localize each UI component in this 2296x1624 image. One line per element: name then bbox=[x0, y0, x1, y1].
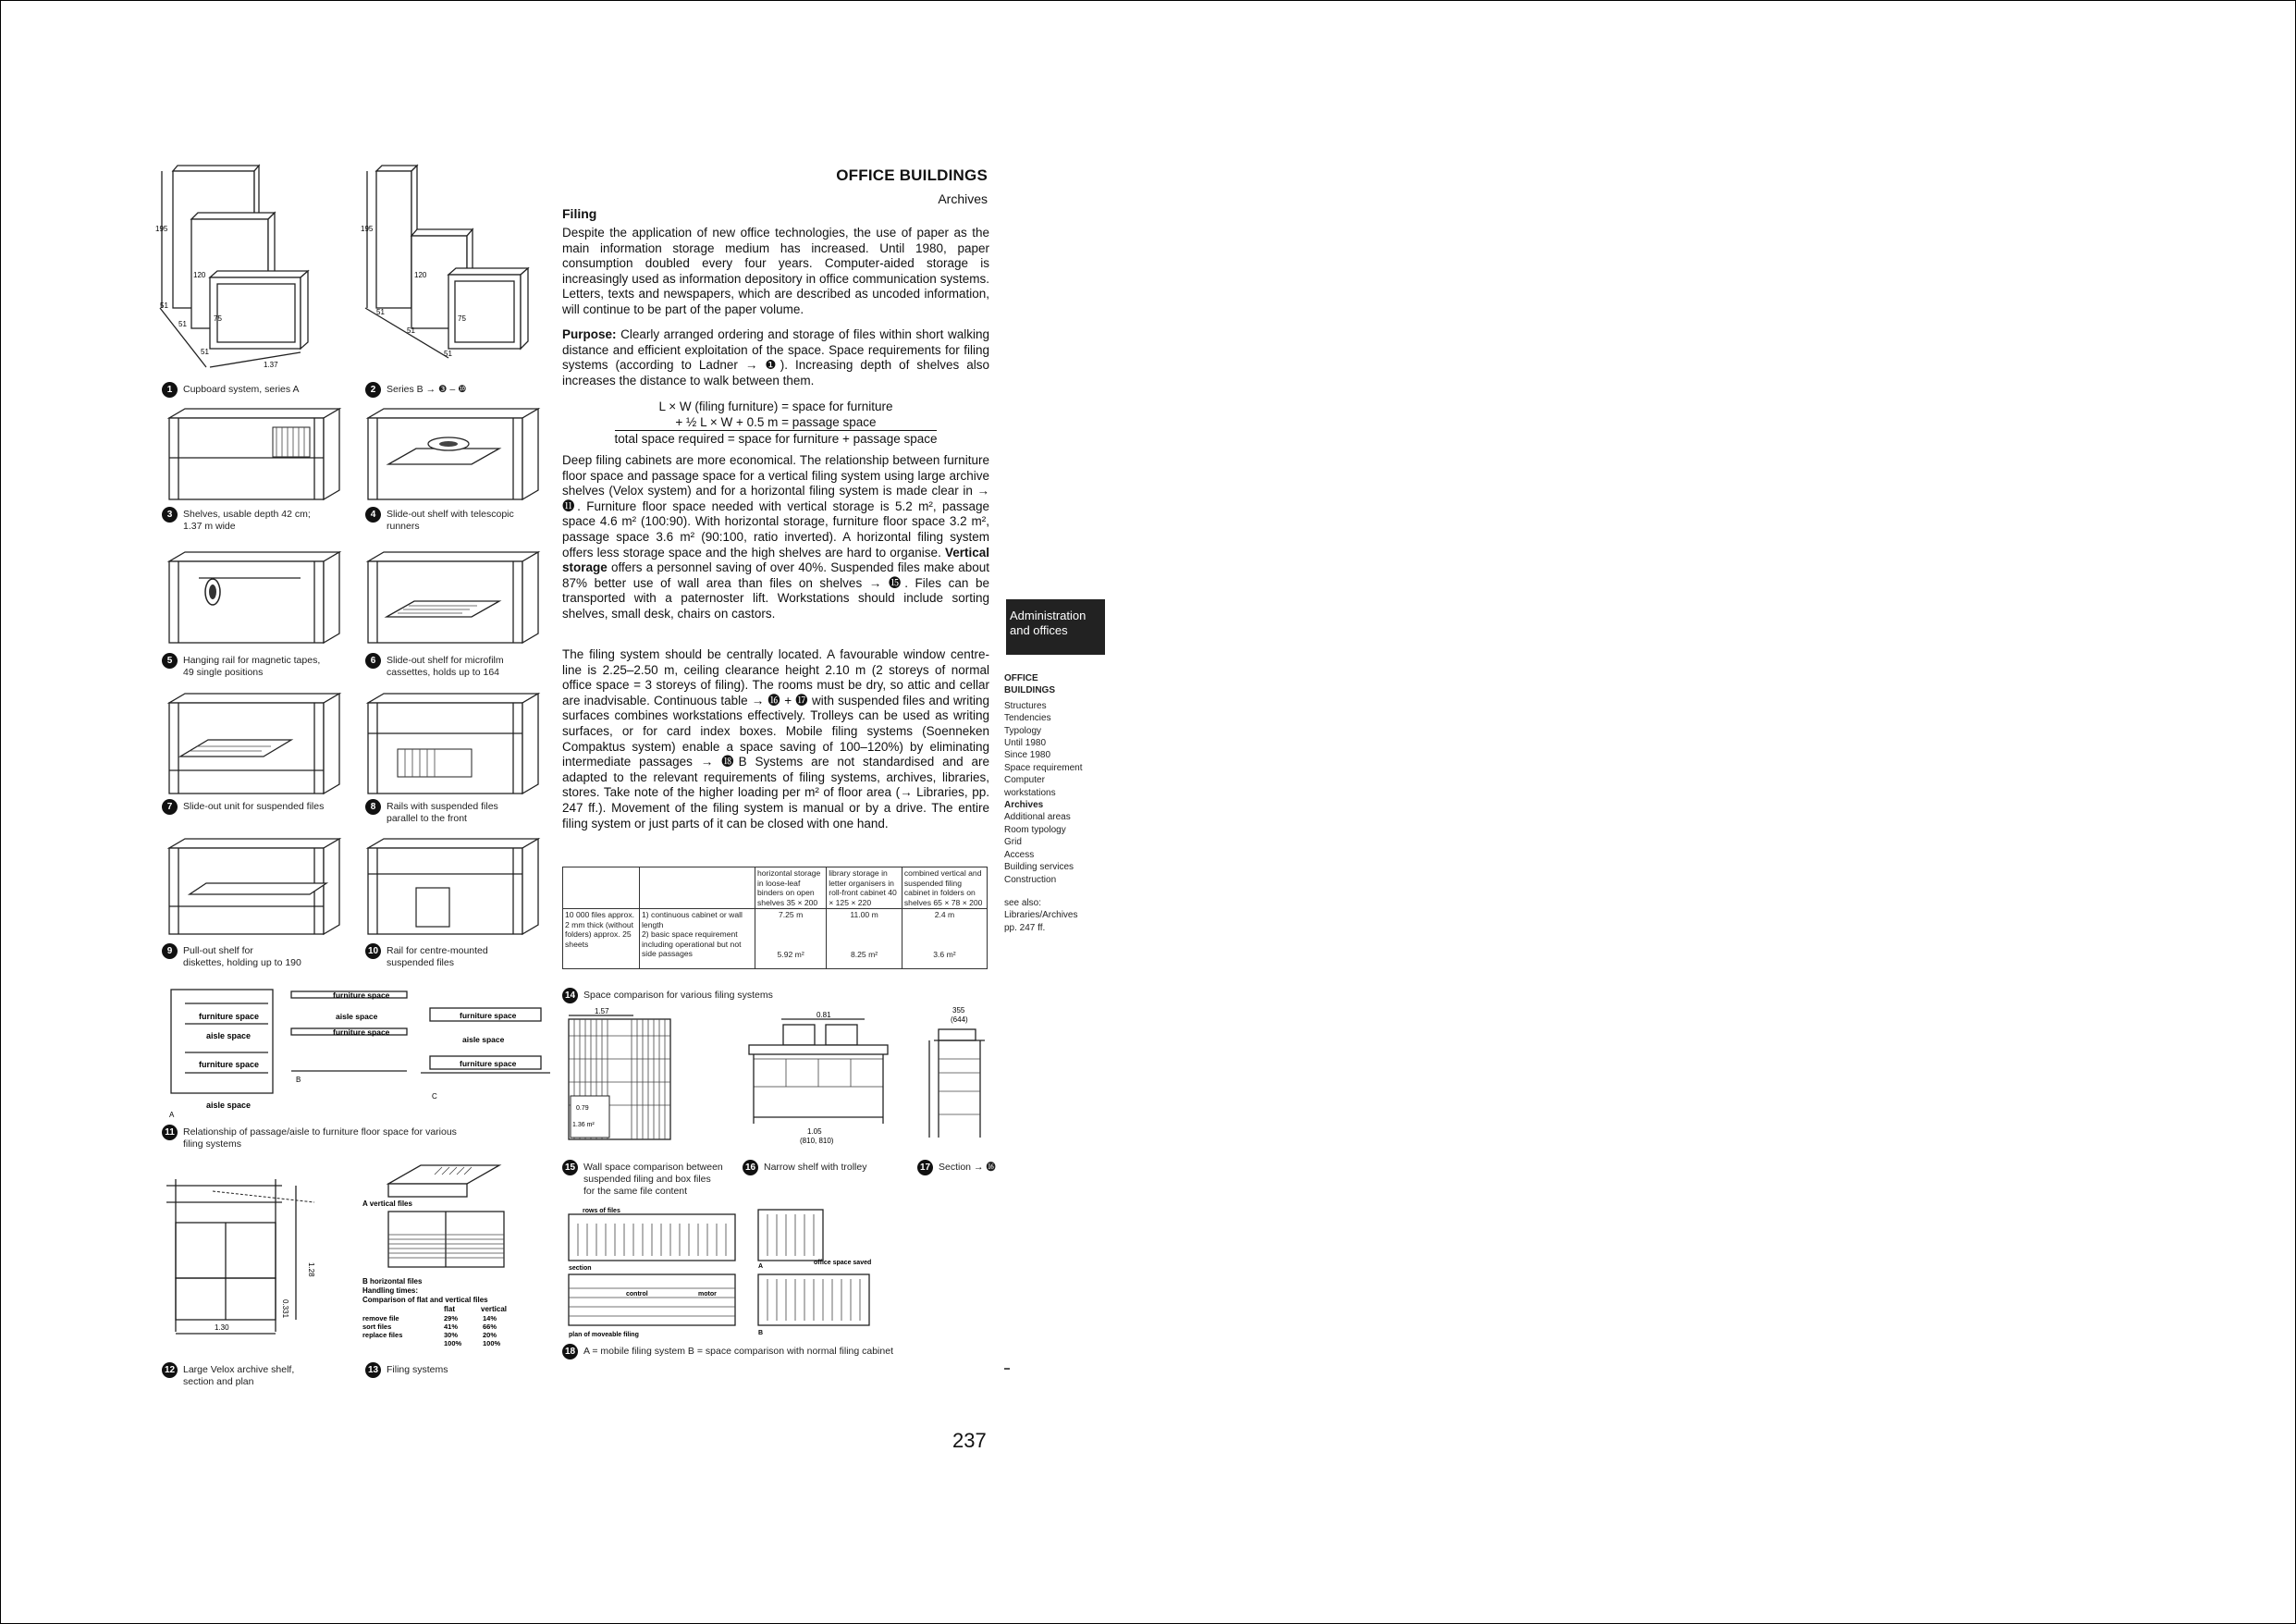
handling-time-cell: 29% bbox=[444, 1314, 459, 1323]
svg-text:195: 195 bbox=[361, 225, 374, 233]
sidebar-item[interactable]: Access bbox=[1004, 849, 1035, 860]
table-header-cell bbox=[563, 867, 640, 909]
svg-text:B: B bbox=[758, 1330, 764, 1336]
see-also-link[interactable]: Libraries/Archives bbox=[1004, 910, 1078, 921]
caption-4: 4 Slide-out shelf with telescopic runners bbox=[365, 509, 514, 533]
svg-text:1.36 m²: 1.36 m² bbox=[572, 1122, 595, 1128]
value-2: 3.6 m² bbox=[933, 949, 956, 959]
value-2: 5.92 m² bbox=[777, 949, 804, 959]
caption-6: 6 Slide-out shelf for microfilm cassettes, holds up to 164 bbox=[365, 655, 504, 679]
table-cell bbox=[902, 909, 987, 969]
figure-3-shelves bbox=[162, 407, 347, 504]
caption-1: 1 Cupboard system, series A bbox=[162, 384, 299, 398]
figure-13-filing-systems bbox=[361, 1147, 513, 1350]
sidebar-item[interactable]: Until 1980 bbox=[1004, 738, 1047, 749]
handling-time-cell: 20% bbox=[483, 1331, 497, 1339]
caption-11: 11 Relationship of passage/aisle to furniture floor space for various filing systems bbox=[162, 1126, 457, 1150]
table-cell bbox=[755, 909, 827, 969]
section-tab-line-1: Administration bbox=[1010, 609, 1087, 622]
handling-time-cell: 30% bbox=[444, 1331, 459, 1339]
svg-text:plan of moveable filing: plan of moveable filing bbox=[569, 1332, 639, 1338]
handling-time-cell: 66% bbox=[483, 1323, 497, 1331]
caption-14: 14 Space comparison for various filing systems bbox=[562, 990, 773, 1003]
table-row-label: 10 000 files approx. 2 mm thick (without folders) approx. 25 sheets bbox=[563, 909, 640, 969]
paragraph-intro: Despite the application of new office technologies, the use of paper as the main information storage medium has increased. Until 1980, paper consumption doubled every four years. Computer-aided storage is increasingly used as information depository in office communication systems. Letters, texts and newspapers, which are described as uncoded information, will continue to be part of the paper volume. bbox=[562, 226, 989, 316]
caption-17: 17 Section → ⓰ bbox=[917, 1162, 996, 1175]
purpose-text: Clearly arranged ordering and storage of files within short walking distance and efficient exploitation of the space. Space requirements for filing systems (according to Ladner → ❶). Increasing depth of shelves also increases the distance to walk between them. bbox=[562, 327, 989, 388]
sidebar-nav bbox=[1004, 672, 1097, 934]
para2-part-a: Deep filing cabinets are more economical. The relationship between furniture floor space and passage space for a vertical filing system using large archive shelves (Velox system) and for a horizontal filing system is made clear in → ⓫. Furniture floor space needed with vertical storage is 5.2 m², passage space 4.6 m² (100:90). With horizontal storage, furniture floor space 3.2 m², passage space 3.6 m² (90:100, ratio inverted). A horizontal filing system offers less storage space and the high shelves are hard to organise. bbox=[562, 453, 989, 560]
svg-text:B horizontal files: B horizontal files bbox=[362, 1277, 423, 1286]
svg-text:0.331: 0.331 bbox=[281, 1299, 289, 1319]
see-also-label: see also: bbox=[1004, 897, 1042, 908]
handling-time-cell: replace files bbox=[362, 1331, 403, 1339]
svg-text:(810, 810): (810, 810) bbox=[800, 1137, 834, 1145]
handling-time-cell: 100% bbox=[483, 1339, 501, 1347]
svg-text:51: 51 bbox=[376, 308, 385, 316]
sidebar-item[interactable]: Additional areas bbox=[1004, 812, 1071, 823]
sidebar-item[interactable]: Since 1980 bbox=[1004, 750, 1051, 761]
figure-8-rails bbox=[361, 692, 546, 798]
svg-text:aisle space: aisle space bbox=[336, 1012, 378, 1021]
caption-18: 18 A = mobile filing system B = space comparison with normal filing cabinet bbox=[562, 1346, 893, 1359]
table-header-cell: library storage in letter organisers in roll-front cabinet 40 × 125 × 220 bbox=[827, 867, 902, 909]
svg-text:furniture space: furniture space bbox=[333, 1027, 390, 1037]
space-comparison-table bbox=[562, 867, 988, 969]
figure-12-velox-shelf bbox=[157, 1175, 333, 1359]
formula-line-1: L × W (filing furniture) = space for furniture bbox=[658, 400, 893, 413]
svg-text:Comparison of flat and vertica: Comparison of flat and vertical files bbox=[362, 1296, 488, 1304]
caption-15: 15 Wall space comparison between suspended filing and box files for the same file content bbox=[562, 1162, 723, 1198]
figure-18-mobile-filing bbox=[559, 1205, 948, 1344]
handling-time-cell: 41% bbox=[444, 1323, 459, 1331]
handling-time-cell: 14% bbox=[483, 1314, 497, 1323]
handling-time-cell: remove file bbox=[362, 1314, 399, 1323]
svg-text:(644): (644) bbox=[951, 1015, 968, 1024]
handling-time-cell: sort files bbox=[362, 1323, 392, 1331]
table-header-cell bbox=[640, 867, 755, 909]
sidebar-item[interactable]: Computer workstations bbox=[1004, 775, 1056, 798]
sidebar-item[interactable]: Construction bbox=[1004, 874, 1057, 885]
page-title: OFFICE BUILDINGS bbox=[836, 166, 988, 184]
svg-text:A: A bbox=[758, 1263, 764, 1270]
svg-text:195: 195 bbox=[155, 225, 168, 233]
sidebar-item[interactable]: Typology bbox=[1004, 725, 1042, 736]
caption-3: 3 Shelves, usable depth 42 cm; 1.37 m wide bbox=[162, 509, 311, 533]
section-heading: Filing bbox=[562, 206, 597, 221]
svg-text:1.57: 1.57 bbox=[595, 1008, 609, 1015]
figure-2-series-b bbox=[356, 162, 541, 370]
svg-text:office space saved: office space saved bbox=[814, 1260, 872, 1266]
table-row bbox=[563, 909, 988, 969]
paragraph-storage bbox=[562, 453, 989, 622]
svg-text:A: A bbox=[169, 1111, 175, 1119]
section-tab-line-2: and offices bbox=[1010, 623, 1068, 637]
svg-text:rows of files: rows of files bbox=[583, 1208, 620, 1214]
paragraph-purpose bbox=[562, 327, 989, 388]
table-cell bbox=[827, 909, 902, 969]
caption-13: 13 Filing systems bbox=[365, 1364, 448, 1378]
svg-text:furniture space: furniture space bbox=[199, 1060, 260, 1069]
figure-1-cupboard-series-a bbox=[153, 162, 338, 384]
svg-text:1.28: 1.28 bbox=[307, 1262, 315, 1277]
svg-text:A vertical files: A vertical files bbox=[362, 1200, 412, 1208]
svg-text:1.05: 1.05 bbox=[807, 1127, 822, 1136]
value-1: 2.4 m bbox=[934, 910, 955, 919]
svg-text:aisle space: aisle space bbox=[206, 1101, 252, 1110]
value-1: 11.00 m bbox=[850, 910, 878, 919]
handling-time-cell: 100% bbox=[444, 1339, 462, 1347]
caption-5: 5 Hanging rail for magnetic tapes, 49 single positions bbox=[162, 655, 320, 679]
svg-text:motor: motor bbox=[698, 1291, 717, 1298]
figure-7-slide-out-unit bbox=[162, 692, 347, 798]
svg-text:C: C bbox=[432, 1092, 437, 1101]
sidebar-item[interactable]: Room typology bbox=[1004, 824, 1066, 835]
sidebar-item[interactable]: Archives bbox=[1004, 800, 1044, 811]
figure-4-slide-out-shelf bbox=[361, 407, 546, 504]
figure-10-rail-centre bbox=[361, 837, 546, 939]
see-also-pages: pp. 247 ff. bbox=[1004, 922, 1046, 933]
svg-text:51: 51 bbox=[201, 348, 209, 356]
svg-text:1.37: 1.37 bbox=[264, 361, 278, 369]
figure-17-section bbox=[915, 1003, 999, 1151]
sidebar-item[interactable]: Grid bbox=[1004, 837, 1022, 848]
svg-text:0.79: 0.79 bbox=[576, 1105, 589, 1112]
table-header-row bbox=[563, 867, 988, 909]
svg-text:furniture space: furniture space bbox=[199, 1012, 260, 1021]
sidebar-item[interactable]: Building services bbox=[1004, 862, 1074, 873]
svg-text:control: control bbox=[626, 1291, 648, 1298]
svg-text:Handling times:: Handling times: bbox=[362, 1286, 419, 1295]
sidebar-heading-2: BUILDINGS bbox=[1004, 685, 1055, 696]
caption-12: 12 Large Velox archive shelf, section and plan bbox=[162, 1364, 294, 1388]
divider-dash bbox=[1004, 1368, 1010, 1370]
figure-15-wall-space bbox=[559, 1008, 694, 1156]
caption-7: 7 Slide-out unit for suspended files bbox=[162, 801, 324, 815]
svg-text:furniture space: furniture space bbox=[460, 1059, 517, 1068]
caption-9: 9 Pull-out shelf for diskettes, holding up to 190 bbox=[162, 945, 301, 969]
sidebar-item[interactable]: Structures bbox=[1004, 700, 1047, 711]
section-tab[interactable] bbox=[1006, 599, 1105, 655]
formula-block bbox=[562, 400, 989, 448]
figure-6-microfilm-shelf bbox=[361, 550, 546, 647]
svg-text:75: 75 bbox=[458, 314, 466, 323]
svg-text:120: 120 bbox=[414, 271, 427, 279]
figure-11-aisle-relationship bbox=[162, 980, 587, 1119]
svg-text:section: section bbox=[569, 1265, 592, 1272]
formula-line-3: total space required = space for furniture + passage space bbox=[614, 432, 938, 447]
paragraph-location: The filing system should be centrally located. A favourable window centre-line is 2.25–2.50 m, ceiling clearance height 2.10 m (2 storeys of normal office space = 3 storeys of filing). The rooms must be dry, so attic and cellar are inadvisable. Continuous table → ⓰ + ⓱ with suspended files and writing surfaces combines workstations effectively. Trolleys can be used as writing surfaces, or for card index boxes. Mobile filing systems (Soenneken Compaktus system) enable a space saving of 100–120%) by eliminating intermediate passages → ⓲B Systems are not standardised and are adapted to the relevant requirements of filing systems, archives, libraries, stores. Take note of the higher loading per m² of floor area (→ Libraries, pp. 247 ff.). Movement of the filing system is manual or by a drive. The entire filing system or just parts of it can be closed with one hand. bbox=[562, 647, 989, 830]
figure-16-narrow-shelf bbox=[735, 1008, 902, 1156]
formula-line-2: + ½ L × W + 0.5 m = passage space bbox=[675, 414, 877, 429]
svg-text:75: 75 bbox=[214, 314, 222, 323]
caption-2: 2 Series B → ❸ – ❿ bbox=[365, 384, 467, 398]
svg-text:355: 355 bbox=[952, 1006, 965, 1015]
page-subtitle: Archives bbox=[938, 191, 988, 206]
svg-text:aisle space: aisle space bbox=[462, 1035, 505, 1044]
sidebar-items bbox=[1004, 700, 1097, 886]
svg-text:51: 51 bbox=[407, 326, 415, 335]
svg-text:0.81: 0.81 bbox=[816, 1011, 831, 1019]
page-number: 237 bbox=[952, 1429, 987, 1452]
svg-text:51: 51 bbox=[444, 350, 452, 358]
para2-bold: Vertical storage bbox=[562, 545, 989, 575]
svg-text:furniture space: furniture space bbox=[460, 1011, 517, 1020]
caption-8: 8 Rails with suspended files parallel to the front bbox=[365, 801, 498, 825]
table-header-cell: horizontal storage in loose-leaf binders on open shelves 35 × 200 bbox=[755, 867, 827, 909]
svg-text:1.30: 1.30 bbox=[215, 1323, 229, 1332]
table-header-cell: combined vertical and suspended filing cabinet in folders on shelves 65 × 78 × 200 bbox=[902, 867, 987, 909]
sidebar-item[interactable]: Space requirement bbox=[1004, 762, 1083, 773]
svg-text:furniture space: furniture space bbox=[333, 990, 390, 1000]
sidebar-item[interactable]: Tendencies bbox=[1004, 713, 1051, 724]
figure-9-pull-out-shelf bbox=[162, 837, 347, 939]
svg-text:B: B bbox=[296, 1076, 301, 1084]
svg-text:aisle space: aisle space bbox=[206, 1031, 252, 1040]
purpose-label: Purpose: bbox=[562, 327, 617, 341]
svg-text:vertical: vertical bbox=[481, 1305, 508, 1313]
caption-16: 16 Narrow shelf with trolley bbox=[743, 1162, 866, 1175]
svg-text:51: 51 bbox=[160, 301, 168, 310]
value-1: 7.25 m bbox=[778, 910, 804, 919]
table-row-desc: 1) continuous cabinet or wall length 2) basic space requirement including operational but not side passages bbox=[640, 909, 755, 969]
svg-text:120: 120 bbox=[193, 271, 206, 279]
svg-text:51: 51 bbox=[178, 320, 187, 328]
sidebar-heading-1: OFFICE bbox=[1004, 673, 1038, 683]
figure-5-hanging-rail bbox=[162, 550, 347, 647]
see-also bbox=[1004, 897, 1097, 934]
caption-10: 10 Rail for centre-mounted suspended files bbox=[365, 945, 488, 969]
para2-part-b: offers a personnel saving of over 40%. Suspended files make about 87% better use of wall area than files on shelves → ⓯. Files can be transported with a paternoster lift. Workstations should include sorting shelves, small desk, chairs on castors. bbox=[562, 560, 989, 621]
value-2: 8.25 m² bbox=[850, 949, 878, 959]
svg-text:flat: flat bbox=[444, 1305, 455, 1313]
